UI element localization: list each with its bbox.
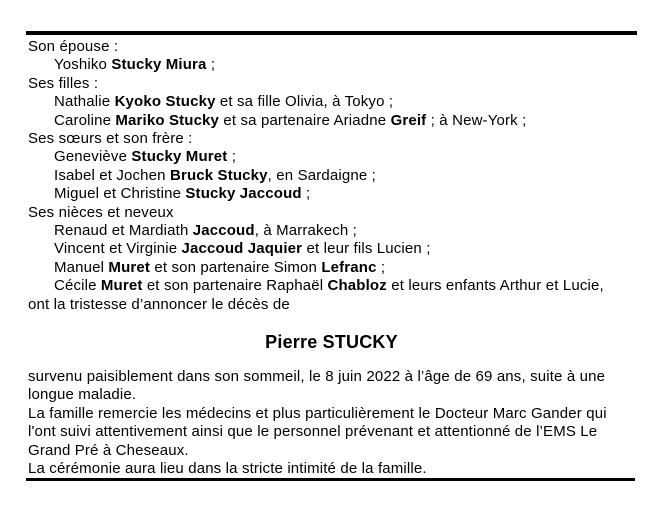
family-name-bold: Jaccoud	[192, 222, 255, 240]
paragraph-line: La famille remercie les médecins et plus particulièrement le Docteur Marc Gander qui	[28, 404, 607, 422]
paragraph-line: La cérémonie aura lieu dans la stricte intimité de la famille.	[28, 460, 427, 478]
text-segment: Caroline	[54, 111, 116, 129]
notice-line	[28, 93, 604, 111]
family-name-bold: Mariko Stucky	[115, 111, 220, 129]
text-segment: ;	[206, 56, 216, 74]
notice-line	[28, 185, 604, 203]
text-segment: Isabel et Jochen	[54, 166, 170, 184]
family-name-bold: Bruck Stucky	[169, 166, 268, 184]
text-segment: et son partenaire Raphaël	[142, 277, 328, 295]
notice-line	[28, 75, 604, 93]
paragraph-line: survenu paisiblement dans son sommeil, le 8 juin 2022 à l’âge de 69 ans, suite à une	[28, 368, 606, 385]
text-segment: ;	[376, 258, 386, 276]
family-name-bold: Greif	[390, 111, 427, 129]
family-name-bold: Stucky Muret	[131, 148, 228, 166]
text-segment: Ses filles :	[28, 74, 99, 92]
notice-line	[28, 167, 604, 185]
family-name-bold: Jaccoud Jaquier	[181, 240, 303, 258]
notice-line	[28, 296, 604, 314]
paragraph-line: longue maladie.	[28, 386, 137, 404]
text-segment: ;	[227, 148, 237, 166]
text-segment: , à Marrakech ;	[254, 222, 357, 240]
notice-line	[28, 112, 604, 130]
text-segment: Yoshiko	[54, 56, 112, 74]
text-segment: Ses sœurs et son frère :	[28, 130, 193, 148]
notice-line	[28, 130, 604, 148]
notice-line	[28, 56, 604, 74]
family-lines	[28, 38, 604, 314]
text-segment: Miguel et Christine	[54, 185, 186, 203]
top-rule	[26, 31, 637, 35]
announcement-paragraphs	[28, 368, 607, 478]
text-segment: et son partenaire Simon	[150, 258, 322, 276]
paragraph-line: Grand Pré à Cheseaux.	[28, 441, 189, 459]
notice-line	[28, 38, 604, 56]
notice-line	[28, 240, 604, 258]
text-segment: et sa partenaire Ariadne	[219, 111, 391, 129]
family-name-bold: Lefranc	[321, 258, 377, 276]
notice-line	[28, 148, 604, 166]
text-segment: Vincent et Virginie	[54, 240, 182, 258]
text-segment: ;	[301, 185, 311, 203]
family-name-bold: Kyoko Stucky	[114, 93, 216, 111]
text-segment: ont la tristesse d’annoncer le décès de	[28, 295, 290, 313]
family-name-bold: Muret	[108, 258, 151, 276]
text-segment: , en Sardaigne ;	[267, 166, 376, 184]
notice-line	[28, 277, 604, 295]
text-segment: et sa fille Olivia, à Tokyo ;	[215, 93, 394, 111]
deceased-name: Pierre STUCKY	[265, 332, 398, 352]
bottom-rule	[26, 478, 635, 481]
notice-line	[28, 222, 604, 240]
family-name-bold: Stucky Jaccoud	[185, 185, 302, 203]
notice-line	[28, 259, 604, 277]
notice-line	[28, 204, 604, 222]
text-segment: Nathalie	[54, 93, 115, 111]
text-segment: ; à New-York ;	[426, 111, 527, 129]
paragraph-line: l'ont suivi attentivement ainsi que le personnel prévenant et attentionné de l’EMS Le	[28, 423, 598, 441]
text-segment: Cécile	[54, 277, 101, 295]
family-name-bold: Chabloz	[327, 277, 387, 295]
text-segment: Geneviève	[54, 148, 132, 166]
text-segment: Ses nièces et neveux	[28, 203, 174, 221]
text-segment: Son épouse :	[28, 38, 119, 55]
family-name-bold: Stucky Miura	[111, 56, 207, 74]
text-segment: Renaud et Mardiath	[54, 222, 193, 240]
text-segment: et leurs enfants Arthur et Lucie,	[386, 277, 604, 295]
text-segment: Manuel	[54, 258, 109, 276]
text-segment: et leur fils Lucien ;	[302, 240, 431, 258]
family-name-bold: Muret	[100, 277, 143, 295]
